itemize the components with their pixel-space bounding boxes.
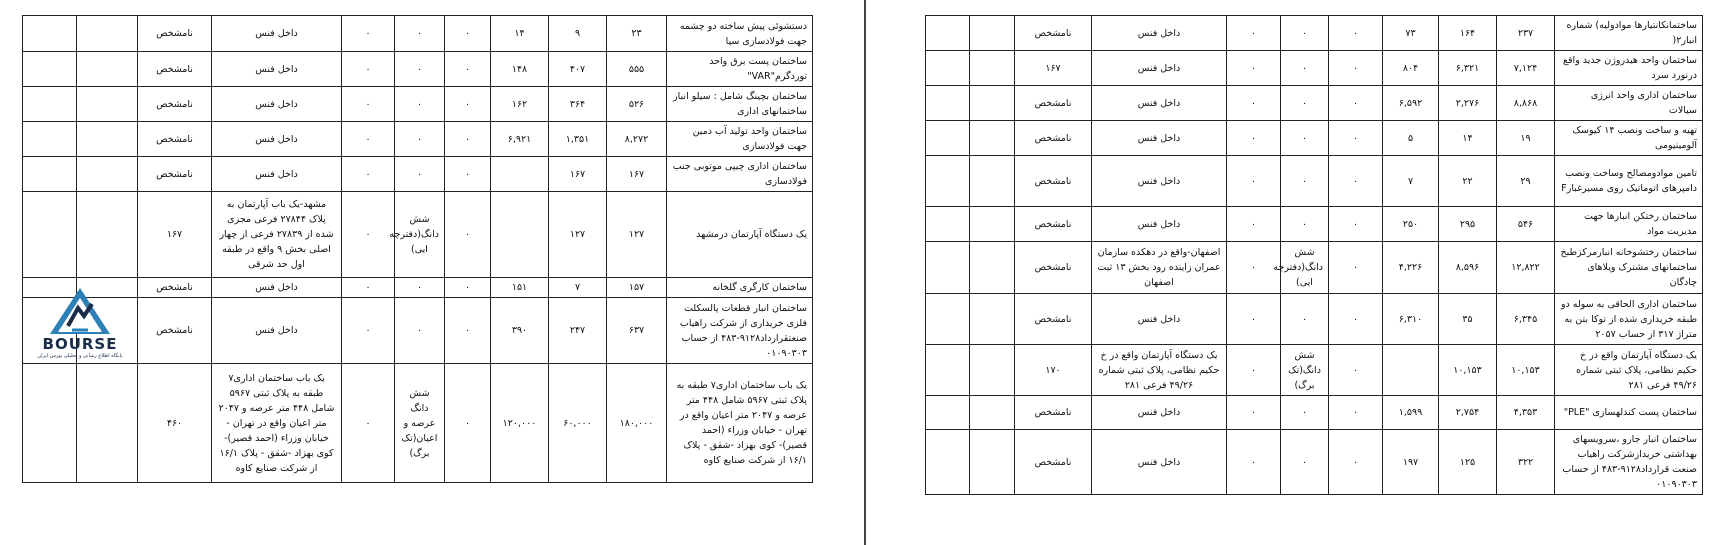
table-cell: ۸۰۴ xyxy=(1383,51,1439,86)
right-asset-table xyxy=(925,15,1703,495)
table-cell: ۰ xyxy=(342,52,395,87)
table-cell: نامشخص xyxy=(1015,121,1092,156)
table-cell: ۸,۵۹۶ xyxy=(1439,242,1497,294)
table-cell: ۶,۵۹۲ xyxy=(1383,86,1439,121)
table-cell: ۰ xyxy=(395,52,445,87)
table-cell: ۲۹۵ xyxy=(1439,207,1497,242)
table-cell: ۱۶۷ xyxy=(138,192,212,278)
table-cell: ۹ xyxy=(549,16,607,52)
table-cell: ۱۴ xyxy=(1439,121,1497,156)
table-cell: ۷۳ xyxy=(1383,16,1439,51)
table-cell: ۰ xyxy=(1329,207,1383,242)
table-cell xyxy=(491,192,549,278)
table-cell: ۰ xyxy=(445,298,491,364)
table-cell: ۶۳۷ xyxy=(607,298,667,364)
table-cell: ۰ xyxy=(342,278,395,298)
table-cell: ۰ xyxy=(1227,51,1281,86)
table-cell: نامشخص xyxy=(1015,156,1092,207)
asset-description-cell: ساختمان اداری واحد انرژی سیالات xyxy=(1555,86,1703,121)
table-cell: ۰ xyxy=(395,298,445,364)
table-cell: ۰ xyxy=(395,122,445,157)
table-cell: داخل فنس xyxy=(1092,207,1227,242)
table-cell xyxy=(970,156,1015,207)
table-cell: نامشخص xyxy=(1015,86,1092,121)
table-cell: ۰ xyxy=(395,278,445,298)
table-cell: ۴,۲۲۶ xyxy=(1383,242,1439,294)
table-cell xyxy=(23,364,77,483)
table-cell: داخل فنس xyxy=(212,87,342,122)
table-cell: ۱۶۷ xyxy=(1015,51,1092,86)
table-cell: ۱۰,۱۵۳ xyxy=(1439,345,1497,396)
table-cell: ۱۲۵ xyxy=(1439,430,1497,495)
table-cell xyxy=(77,192,138,278)
table-cell: داخل فنس xyxy=(1092,51,1227,86)
table-cell: ۰ xyxy=(342,157,395,192)
table-cell xyxy=(926,86,970,121)
table-cell: ۰ xyxy=(395,157,445,192)
table-cell: ۱۹ xyxy=(1497,121,1555,156)
table-cell: ۱۲,۸۲۲ xyxy=(1497,242,1555,294)
table-cell: ۰ xyxy=(342,364,395,483)
table-cell: ۰ xyxy=(1281,294,1329,345)
table-cell: ۰ xyxy=(1281,121,1329,156)
table-cell: نامشخص xyxy=(138,52,212,87)
table-row xyxy=(926,430,1703,495)
table-cell xyxy=(926,156,970,207)
table-cell: ۰ xyxy=(445,122,491,157)
table-cell: ۳۹۰ xyxy=(491,298,549,364)
table-cell: ۲۳۷ xyxy=(1497,16,1555,51)
page-divider xyxy=(864,0,866,545)
table-row xyxy=(926,16,1703,51)
table-cell: ۰ xyxy=(395,87,445,122)
table-cell xyxy=(970,51,1015,86)
asset-description-cell: ساختمان انبار قطعات پالسکلت فلزی خریداری از شرکت راهیاب صنعتقرارداد۹۱۲۸-۴۸۳ از حساب ۰۱۰۹۰۳۰۳ xyxy=(667,298,813,364)
table-cell: ۰ xyxy=(1227,430,1281,495)
table-cell: ۰ xyxy=(1227,86,1281,121)
asset-description-cell: ساختمان بچینگ شامل : سیلو انبار ساختمانهای اداری xyxy=(667,87,813,122)
table-cell: ۰ xyxy=(395,16,445,52)
table-cell: ۰ xyxy=(445,157,491,192)
table-cell: شش دانگ عرصه و اعیان(تک برگ) xyxy=(395,364,445,483)
table-cell xyxy=(970,207,1015,242)
table-row xyxy=(926,51,1703,86)
table-cell: داخل فنس xyxy=(212,122,342,157)
table-cell: ۰ xyxy=(1329,16,1383,51)
table-cell: ۴۶۰ xyxy=(138,364,212,483)
table-cell: داخل فنس xyxy=(1092,396,1227,430)
table-cell: داخل فنس xyxy=(212,298,342,364)
table-row xyxy=(23,364,813,483)
table-cell: ۰ xyxy=(1329,242,1383,294)
left-asset-table xyxy=(22,15,813,483)
table-cell: ۰ xyxy=(445,278,491,298)
table-cell: ۰ xyxy=(342,298,395,364)
table-cell xyxy=(970,294,1015,345)
table-cell: ۲۵۰ xyxy=(1383,207,1439,242)
table-cell: شش دانگ(دفترچه ایی) xyxy=(1281,242,1329,294)
table-cell: ۰ xyxy=(1281,396,1329,430)
asset-description-cell: یک باب ساختمان اداری۷ طبقه به پلاک ثبتی ۵۹۶۷ شامل ۴۴۸ متر عرصه و ۲۰۴۷ متر اعیان واقع در تهران - خیابان وزراء (احمد قصیر)- کوی بهزاد -شقق - پلاک ۱۶/۱ از شرکت صنایع کاوه xyxy=(667,364,813,483)
table-cell: ۰ xyxy=(342,122,395,157)
table-cell: ۰ xyxy=(342,192,395,278)
table-cell: ۰ xyxy=(445,16,491,52)
logo-wordmark: BOURSE xyxy=(42,335,118,353)
asset-description-cell: ساختمان اداری چیپی موتوبی جنب فولادسازی xyxy=(667,157,813,192)
table-cell: ۱۲۷ xyxy=(607,192,667,278)
table-cell: داخل فنس xyxy=(1092,86,1227,121)
asset-description-cell: ساختمان کارگری گلخانه xyxy=(667,278,813,298)
table-cell: ۵ xyxy=(1383,121,1439,156)
table-cell: ۷ xyxy=(549,278,607,298)
table-cell xyxy=(1383,345,1439,396)
table-cell: ۰ xyxy=(1329,51,1383,86)
table-cell xyxy=(77,52,138,87)
table-cell: ۰ xyxy=(1227,156,1281,207)
table-cell: داخل فنس xyxy=(1092,16,1227,51)
table-cell: ۱۷۰ xyxy=(1015,345,1092,396)
table-cell: نامشخص xyxy=(138,157,212,192)
asset-description-cell: تامین موادومصالح وساخت ونصب دامپرهای اتوماتیک روی مسیرغبارF xyxy=(1555,156,1703,207)
table-cell: داخل فنس xyxy=(212,157,342,192)
table-cell xyxy=(926,242,970,294)
table-cell: ۵۴۶ xyxy=(1497,207,1555,242)
table-cell xyxy=(926,396,970,430)
table-row xyxy=(23,192,813,278)
table-cell: ۵۵۵ xyxy=(607,52,667,87)
table-cell xyxy=(970,345,1015,396)
table-cell xyxy=(23,192,77,278)
table-cell: داخل فنس xyxy=(1092,121,1227,156)
table-row xyxy=(23,16,813,52)
table-cell: ۱۰,۱۵۳ xyxy=(1497,345,1555,396)
table-row xyxy=(926,156,1703,207)
table-cell: ۰ xyxy=(342,87,395,122)
table-cell xyxy=(926,430,970,495)
bourse-logo xyxy=(32,286,128,368)
table-cell xyxy=(23,52,77,87)
table-cell: ۱۸۰,۰۰۰ xyxy=(607,364,667,483)
table-cell: ۷,۱۲۴ xyxy=(1497,51,1555,86)
table-cell xyxy=(926,121,970,156)
table-cell: ۱,۳۵۱ xyxy=(549,122,607,157)
table-cell: ۵۲۶ xyxy=(607,87,667,122)
table-cell: ۱۴ xyxy=(491,16,549,52)
table-cell xyxy=(970,396,1015,430)
table-cell xyxy=(970,16,1015,51)
asset-description-cell: ساختمان اداری الحاقی به سوله دو طبقه خریداری شده از توکا بتن به متراژ ۳۱۷ از حساب ۲۰۵۷ xyxy=(1555,294,1703,345)
table-cell: ۱۵۱ xyxy=(491,278,549,298)
table-cell: ۸,۲۷۲ xyxy=(607,122,667,157)
table-cell: شش دانگ(تک برگ) xyxy=(1281,345,1329,396)
table-cell: ۰ xyxy=(445,364,491,483)
table-cell: داخل فنس xyxy=(212,278,342,298)
table-cell: ۴۰۷ xyxy=(549,52,607,87)
table-row xyxy=(926,121,1703,156)
table-cell: ۰ xyxy=(1227,396,1281,430)
table-cell: ۲,۷۵۴ xyxy=(1439,396,1497,430)
table-cell: ۱۶۷ xyxy=(607,157,667,192)
table-row xyxy=(23,52,813,87)
table-cell: داخل فنس xyxy=(212,16,342,52)
logo-tagline: پایگاه اطلاع رسانی و تحلیلی بورس ایران xyxy=(37,353,123,359)
asset-description-cell: یک دستگاه آپارتمان واقع در خ حکیم نظامی، پلاک ثبتی شماره ۴۹/۲۶ فرعی ۲۸۱ xyxy=(1555,345,1703,396)
table-cell: نامشخص xyxy=(1015,16,1092,51)
table-cell: نامشخص xyxy=(1015,294,1092,345)
table-cell: ۸,۸۶۸ xyxy=(1497,86,1555,121)
table-cell: داخل فنس xyxy=(1092,294,1227,345)
table-cell xyxy=(23,122,77,157)
table-cell xyxy=(926,16,970,51)
asset-description-cell: ساختمان پست کندلهسازی "PLE" xyxy=(1555,396,1703,430)
table-row xyxy=(926,396,1703,430)
table-cell: ۰ xyxy=(342,16,395,52)
table-cell: ۳۵ xyxy=(1439,294,1497,345)
table-cell: ۱,۵۹۹ xyxy=(1383,396,1439,430)
table-row xyxy=(926,86,1703,121)
table-cell: نامشخص xyxy=(138,278,212,298)
table-cell: ۱۲۰,۰۰۰ xyxy=(491,364,549,483)
asset-description-cell: ساختمان رختشوخانه انبارمرکزطبخ ساختمانهای مشترک ویلاهای چادگان xyxy=(1555,242,1703,294)
table-cell: ۰ xyxy=(1329,156,1383,207)
table-cell: ۶,۳۱۰ xyxy=(1383,294,1439,345)
table-cell: یک دستگاه آپارتمان واقع در خ حکیم نظامی، پلاک ثبتی شماره ۴۹/۲۶ فرعی ۲۸۱ xyxy=(1092,345,1227,396)
table-cell: ۰ xyxy=(1329,86,1383,121)
table-cell: ۰ xyxy=(1227,207,1281,242)
table-cell: ۱۶۲ xyxy=(491,87,549,122)
table-cell xyxy=(23,87,77,122)
table-cell: ۰ xyxy=(445,52,491,87)
table-cell: نامشخص xyxy=(1015,242,1092,294)
table-cell xyxy=(926,207,970,242)
table-cell: ۱۲۷ xyxy=(549,192,607,278)
table-row xyxy=(23,87,813,122)
table-cell: داخل فنس xyxy=(1092,156,1227,207)
table-cell xyxy=(23,16,77,52)
table-cell: ۰ xyxy=(1281,86,1329,121)
table-cell: نامشخص xyxy=(138,122,212,157)
table-cell: نامشخص xyxy=(138,16,212,52)
table-cell xyxy=(77,122,138,157)
table-cell: مشهد-یک باب آپارتمان به پلاک ۲۷۸۴۴ فرعی مجزی شده از ۲۷۸۳۹ فرعی از چهار اصلی بخش ۹ واقع در طبقه اول حد شرقی xyxy=(212,192,342,278)
table-cell: ۷ xyxy=(1383,156,1439,207)
table-cell: ۶,۳۲۱ xyxy=(1439,51,1497,86)
table-cell: نامشخص xyxy=(1015,430,1092,495)
table-cell: ۳۶۴ xyxy=(549,87,607,122)
table-cell: نامشخص xyxy=(1015,207,1092,242)
table-cell: ۱۶۴ xyxy=(1439,16,1497,51)
table-cell: ۰ xyxy=(1329,345,1383,396)
asset-description-cell: دستشوئی پیش ساخته دو چشمه جهت فولادسازی سپا xyxy=(667,16,813,52)
table-row xyxy=(23,122,813,157)
table-cell xyxy=(77,364,138,483)
table-cell: ۲۲ xyxy=(1439,156,1497,207)
table-cell xyxy=(926,294,970,345)
table-row xyxy=(23,278,813,298)
table-cell: نامشخص xyxy=(138,87,212,122)
table-cell: ۰ xyxy=(445,192,491,278)
table-cell: ۲۴۷ xyxy=(549,298,607,364)
table-cell: نامشخص xyxy=(138,298,212,364)
table-cell: ۲,۲۷۶ xyxy=(1439,86,1497,121)
table-cell: ۰ xyxy=(1281,51,1329,86)
table-cell: ۰ xyxy=(1281,16,1329,51)
asset-description-cell: ساختمان واحد هیدروژن جدید واقع درنورد سرد xyxy=(1555,51,1703,86)
table-cell: ۰ xyxy=(1329,396,1383,430)
asset-description-cell: ساختمان واحد تولید آب دمین جهت فولادسازی xyxy=(667,122,813,157)
table-cell xyxy=(926,345,970,396)
table-cell: ۰ xyxy=(1281,207,1329,242)
table-cell: ۰ xyxy=(1329,121,1383,156)
table-cell: ۱۴۸ xyxy=(491,52,549,87)
asset-description-cell: ساختمان انبار جارو ،سرویسهای بهداشتی خریدازشرکت راهیاب صنعت قرارداد۹۱۲۸-۴۸۳ از حساب ۰۱۰۹۰۳۰۳ xyxy=(1555,430,1703,495)
table-cell: ۰ xyxy=(1227,345,1281,396)
table-cell: یک باب ساختمان اداری۷ طبقه به پلاک ثبتی ۵۹۶۷ شامل ۴۴۸ متر عرصه و ۲۰۴۷ متر اعیان واقع در تهران - خیابان وزراء (احمد قصیر)- کوی بهزاد -شقق - پلاک ۱۶/۱ از شرکت صنایع کاوه xyxy=(212,364,342,483)
table-cell xyxy=(77,16,138,52)
table-cell xyxy=(926,51,970,86)
table-cell: ۰ xyxy=(1329,294,1383,345)
table-cell: ۰ xyxy=(1281,430,1329,495)
table-cell xyxy=(491,157,549,192)
table-cell xyxy=(23,157,77,192)
table-cell: ۱۶۷ xyxy=(549,157,607,192)
table-row xyxy=(926,345,1703,396)
table-cell: ۰ xyxy=(1227,242,1281,294)
bourse-emblem-icon xyxy=(32,286,128,336)
asset-description-cell: ساختمان رختکن انبارها جهت مدیریت مواد xyxy=(1555,207,1703,242)
table-cell: ۰ xyxy=(445,87,491,122)
table-cell: ۶۰,۰۰۰ xyxy=(549,364,607,483)
asset-description-cell: ساختمانکانتیارها موادولیه) شماره انبار۲( xyxy=(1555,16,1703,51)
table-cell: نامشخص xyxy=(1015,396,1092,430)
table-cell: ۰ xyxy=(1227,121,1281,156)
table-cell: ۰ xyxy=(1281,156,1329,207)
table-cell: ۲۹ xyxy=(1497,156,1555,207)
table-row xyxy=(926,207,1703,242)
asset-description-cell: یک دستگاه آپارتمان درمشهد xyxy=(667,192,813,278)
table-cell xyxy=(970,242,1015,294)
table-cell xyxy=(77,157,138,192)
table-cell: ۰ xyxy=(1227,294,1281,345)
table-cell: ۱۹۷ xyxy=(1383,430,1439,495)
table-row xyxy=(23,157,813,192)
table-row xyxy=(23,298,813,364)
table-cell: ۲۳ xyxy=(607,16,667,52)
table-cell: اصفهان-واقع در دهکده سازمان عمران زاینده رود بخش ۱۳ ثبت اصفهان xyxy=(1092,242,1227,294)
table-cell: ۶,۹۲۱ xyxy=(491,122,549,157)
table-cell xyxy=(970,430,1015,495)
asset-description-cell: ساختمان پست برق واحد توردگرم"VAR" xyxy=(667,52,813,87)
table-cell: داخل فنس xyxy=(1092,430,1227,495)
table-cell: ۱۵۷ xyxy=(607,278,667,298)
table-cell: ۴,۳۵۳ xyxy=(1497,396,1555,430)
table-cell: ۳۲۲ xyxy=(1497,430,1555,495)
table-cell xyxy=(970,121,1015,156)
table-cell: ۰ xyxy=(1227,16,1281,51)
table-cell: ۶,۳۴۵ xyxy=(1497,294,1555,345)
table-row xyxy=(926,294,1703,345)
asset-description-cell: تهیه و ساخت ونصب ۱۴ کیوسک آلومینیومی xyxy=(1555,121,1703,156)
table-cell: ۰ xyxy=(1329,430,1383,495)
table-cell: شش دانگ(دفترچه ایی) xyxy=(395,192,445,278)
table-cell: داخل فنس xyxy=(212,52,342,87)
table-cell xyxy=(970,86,1015,121)
table-cell xyxy=(77,87,138,122)
table-row xyxy=(926,242,1703,294)
